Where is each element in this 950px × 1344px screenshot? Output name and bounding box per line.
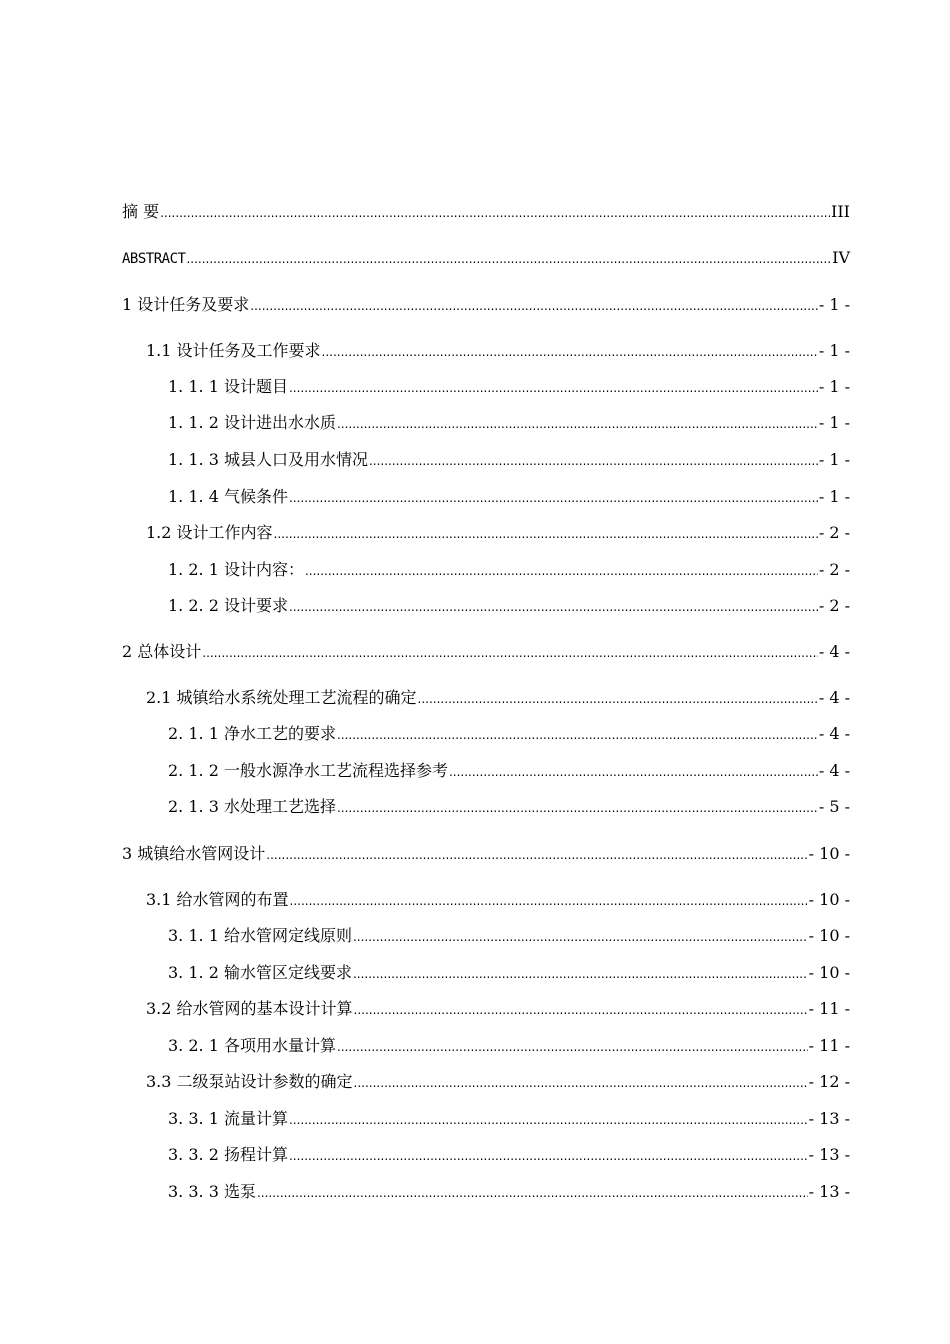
toc-entry-chapter-3[interactable] bbox=[122, 844, 850, 865]
toc-entry-title: 1 设计任务及要求 bbox=[122, 295, 250, 314]
toc-entry-page: - 10 - bbox=[808, 844, 850, 863]
toc-dot-leader bbox=[354, 1073, 808, 1093]
toc-entry-subsection-3-1-1[interactable] bbox=[168, 926, 850, 947]
toc-entry-page: - 4 - bbox=[818, 724, 850, 743]
toc-entry-title: 1.2 设计工作内容 bbox=[146, 523, 273, 542]
toc-dot-leader bbox=[337, 1037, 808, 1057]
toc-entry-title: 3.2 给水管网的基本设计计算 bbox=[146, 999, 353, 1018]
toc-entry-subsection-2-1-3[interactable] bbox=[168, 797, 850, 818]
toc-entry-title: 摘 要 bbox=[122, 202, 160, 221]
toc-dot-leader bbox=[305, 561, 818, 581]
toc-entry-section-3-3[interactable] bbox=[146, 1072, 850, 1093]
toc-entry-page: - 1 - bbox=[818, 413, 850, 432]
toc-dot-leader bbox=[337, 725, 818, 745]
toc-dot-leader bbox=[160, 203, 830, 223]
toc-entry-title: 3. 3. 1 流量计算 bbox=[168, 1109, 288, 1128]
toc-entry-page: - 1 - bbox=[818, 341, 850, 360]
toc-entry-abstract-cn[interactable] bbox=[122, 202, 850, 223]
toc-entry-section-3-2[interactable] bbox=[146, 999, 850, 1020]
toc-entry-page: - 2 - bbox=[818, 523, 850, 542]
toc-entry-section-1-2[interactable] bbox=[146, 523, 850, 544]
toc-entry-subsection-3-3-3[interactable] bbox=[168, 1182, 850, 1203]
toc-entry-title: 1. 1. 1 设计题目 bbox=[168, 377, 288, 396]
toc-entry-page: - 1 - bbox=[818, 377, 850, 396]
toc-entry-subsection-2-1-2[interactable] bbox=[168, 761, 850, 782]
toc-entry-title: 3 城镇给水管网设计 bbox=[122, 844, 266, 863]
toc-entry-title: 1. 1. 3 城县人口及用水情况 bbox=[168, 450, 368, 469]
toc-dot-leader bbox=[202, 643, 818, 663]
toc-entry-title: 1.1 设计任务及工作要求 bbox=[146, 341, 321, 360]
toc-entry-title: 3. 3. 2 扬程计算 bbox=[168, 1145, 288, 1164]
toc-dot-leader bbox=[250, 296, 818, 316]
toc-dot-leader bbox=[337, 798, 818, 818]
toc-dot-leader bbox=[289, 597, 818, 617]
toc-dot-leader bbox=[289, 1146, 808, 1166]
toc-entry-abstract-en[interactable] bbox=[122, 248, 850, 269]
toc-entry-page: - 1 - bbox=[818, 295, 850, 314]
toc-dot-leader bbox=[289, 488, 818, 508]
toc-dot-leader bbox=[289, 378, 818, 398]
toc-entry-page: - 11 - bbox=[808, 1036, 850, 1055]
toc-entry-subsection-1-1-3[interactable] bbox=[168, 450, 850, 471]
toc-entry-title: 3.3 二级泵站设计参数的确定 bbox=[146, 1072, 353, 1091]
toc-dot-leader bbox=[289, 1110, 808, 1130]
toc-entry-section-3-1[interactable] bbox=[146, 890, 850, 911]
toc-dot-leader bbox=[337, 414, 818, 434]
toc-entry-title: 2. 1. 2 一般水源净水工艺流程选择参考 bbox=[168, 761, 448, 780]
toc-entry-page: - 1 - bbox=[818, 450, 850, 469]
toc-dot-leader bbox=[369, 451, 818, 471]
toc-entry-page: - 12 - bbox=[808, 1072, 850, 1091]
toc-dot-leader bbox=[354, 1000, 808, 1020]
toc-entry-subsection-3-2-1[interactable] bbox=[168, 1036, 850, 1057]
toc-entry-subsection-3-1-2[interactable] bbox=[168, 963, 850, 984]
toc-entry-title: 1. 1. 4 气候条件 bbox=[168, 487, 288, 506]
toc-entry-title: 1. 1. 2 设计进出水水质 bbox=[168, 413, 336, 432]
toc-entry-subsection-1-2-2[interactable] bbox=[168, 596, 850, 617]
toc-dot-leader bbox=[449, 762, 818, 782]
toc-entry-page: - 1 - bbox=[818, 487, 850, 506]
toc-entry-page: - 10 - bbox=[808, 926, 850, 945]
toc-entry-page: III bbox=[831, 202, 850, 221]
toc-entry-subsection-1-1-1[interactable] bbox=[168, 377, 850, 398]
toc-entry-title: 3. 2. 1 各项用水量计算 bbox=[168, 1036, 336, 1055]
toc-entry-title: 3.1 给水管网的布置 bbox=[146, 890, 289, 909]
toc-dot-leader bbox=[353, 964, 808, 984]
toc-dot-leader bbox=[274, 524, 818, 544]
toc-entry-page: - 13 - bbox=[808, 1182, 850, 1201]
toc-entry-chapter-1[interactable] bbox=[122, 295, 850, 316]
toc-entry-chapter-2[interactable] bbox=[122, 642, 850, 663]
toc-entry-section-1-1[interactable] bbox=[146, 341, 850, 362]
toc-dot-leader bbox=[353, 927, 808, 947]
toc-dot-leader bbox=[186, 249, 831, 269]
toc-entry-subsection-1-2-1[interactable] bbox=[168, 560, 850, 581]
toc-entry-page: - 4 - bbox=[818, 761, 850, 780]
toc-entry-title: 1. 2. 2 设计要求 bbox=[168, 596, 288, 615]
toc-entry-page: - 4 - bbox=[818, 688, 850, 707]
toc-entry-subsection-1-1-4[interactable] bbox=[168, 487, 850, 508]
toc-dot-leader bbox=[257, 1183, 808, 1203]
toc-entry-title: 3. 1. 2 输水管区定线要求 bbox=[168, 963, 352, 982]
toc-entry-subsection-3-3-1[interactable] bbox=[168, 1109, 850, 1130]
toc-entry-page: - 2 - bbox=[818, 596, 850, 615]
toc-entry-page: - 13 - bbox=[808, 1145, 850, 1164]
toc-entry-title: 1. 2. 1 设计内容： bbox=[168, 560, 304, 579]
toc-dot-leader bbox=[322, 342, 818, 362]
toc-entry-title: 3. 3. 3 选泵 bbox=[168, 1182, 256, 1201]
toc-entry-page: - 5 - bbox=[818, 797, 850, 816]
toc-entry-title: ABSTRACT bbox=[122, 251, 186, 267]
toc-entry-page: IV bbox=[832, 248, 850, 267]
toc-entry-title: 2 总体设计 bbox=[122, 642, 202, 661]
toc-entry-title: 2.1 城镇给水系统处理工艺流程的确定 bbox=[146, 688, 417, 707]
toc-entry-page: - 10 - bbox=[808, 890, 850, 909]
toc-entry-page: - 13 - bbox=[808, 1109, 850, 1128]
toc-entry-page: - 11 - bbox=[808, 999, 850, 1018]
toc-entry-page: - 2 - bbox=[818, 560, 850, 579]
toc-dot-leader bbox=[266, 845, 807, 865]
toc-dot-leader bbox=[290, 891, 808, 911]
toc-entry-title: 2. 1. 1 净水工艺的要求 bbox=[168, 724, 336, 743]
toc-entry-page: - 10 - bbox=[808, 963, 850, 982]
toc-entry-title: 2. 1. 3 水处理工艺选择 bbox=[168, 797, 336, 816]
toc-entry-subsection-2-1-1[interactable] bbox=[168, 724, 850, 745]
toc-entry-title: 3. 1. 1 给水管网定线原则 bbox=[168, 926, 352, 945]
toc-dot-leader bbox=[418, 689, 818, 709]
toc-entry-section-2-1[interactable] bbox=[146, 688, 850, 709]
toc-entry-page: - 4 - bbox=[818, 642, 850, 661]
toc-entry-subsection-1-1-2[interactable] bbox=[168, 413, 850, 434]
toc-entry-subsection-3-3-2[interactable] bbox=[168, 1145, 850, 1166]
